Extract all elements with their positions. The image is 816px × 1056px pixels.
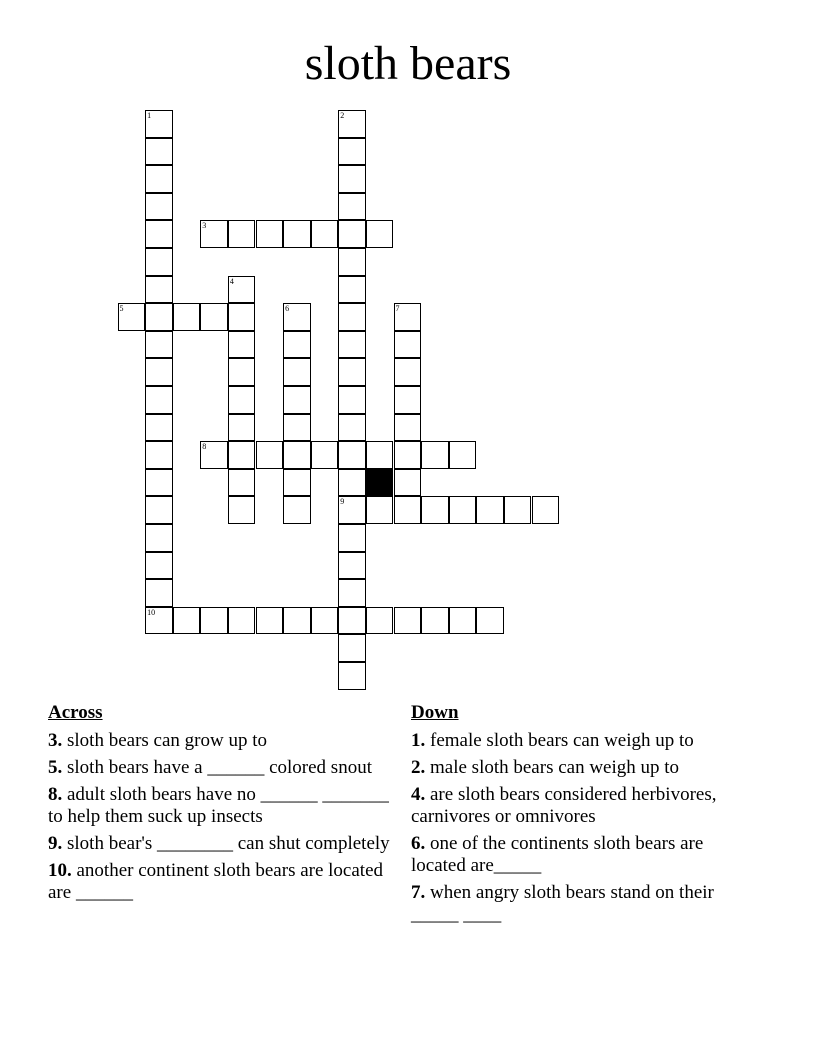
grid-cell[interactable] (366, 441, 394, 469)
grid-cell[interactable] (228, 469, 256, 497)
grid-cell[interactable] (145, 276, 173, 304)
grid-cell[interactable] (532, 496, 560, 524)
grid-cell[interactable] (283, 303, 311, 331)
grid-cell[interactable] (394, 331, 422, 359)
grid-cell[interactable] (145, 414, 173, 442)
grid-cell[interactable] (145, 579, 173, 607)
grid-cell[interactable] (228, 303, 256, 331)
grid-cell[interactable] (256, 607, 284, 635)
grid-cell[interactable] (394, 414, 422, 442)
black-cell (366, 469, 394, 497)
clue-number: 10 (147, 607, 156, 617)
grid-cell[interactable] (338, 331, 366, 359)
down-clue-4: 4. are sloth bears considered herbivores, carnivores or omnivores (411, 784, 717, 827)
grid-cell[interactable] (338, 414, 366, 442)
grid-cell[interactable] (338, 248, 366, 276)
grid-cell[interactable] (283, 469, 311, 497)
down-clue-6: 6. one of the continents sloth bears are located are_____ (411, 833, 704, 876)
grid-cell[interactable] (421, 607, 449, 635)
down-heading: Down (411, 702, 459, 723)
grid-cell[interactable] (145, 496, 173, 524)
down-clue-1: 1. female sloth bears can weigh up to (411, 730, 694, 751)
grid-cell[interactable] (338, 662, 366, 690)
grid-cell[interactable] (228, 358, 256, 386)
grid-cell[interactable] (338, 303, 366, 331)
grid-cell[interactable] (449, 441, 477, 469)
grid-cell[interactable] (394, 386, 422, 414)
grid-cell[interactable] (338, 441, 366, 469)
grid-cell[interactable] (338, 552, 366, 580)
grid-cell[interactable] (311, 441, 339, 469)
grid-cell[interactable] (394, 469, 422, 497)
grid-cell[interactable] (145, 220, 173, 248)
grid-cell[interactable] (366, 220, 394, 248)
grid-cell[interactable] (173, 607, 201, 635)
grid-cell[interactable] (421, 441, 449, 469)
grid-cell[interactable] (228, 220, 256, 248)
grid-cell[interactable] (145, 248, 173, 276)
grid-cell[interactable] (338, 110, 366, 138)
across-clues (48, 702, 393, 909)
grid-cell[interactable] (338, 193, 366, 221)
grid-cell[interactable] (338, 386, 366, 414)
clue-number: 8 (202, 442, 207, 452)
clue-number: 7 (395, 304, 400, 314)
grid-cell[interactable] (145, 607, 173, 635)
grid-cell[interactable] (145, 165, 173, 193)
grid-cell[interactable] (338, 607, 366, 635)
grid-cell[interactable] (283, 607, 311, 635)
grid-cell[interactable] (145, 386, 173, 414)
grid-cell[interactable] (338, 579, 366, 607)
across-clue-9: 9. sloth bear's ________ can shut completely (48, 833, 390, 854)
grid-cell[interactable] (228, 441, 256, 469)
grid-cell[interactable] (145, 441, 173, 469)
grid-cell[interactable] (283, 220, 311, 248)
clue-number: 9 (340, 497, 345, 507)
grid-cell[interactable] (145, 524, 173, 552)
grid-cell[interactable] (228, 607, 256, 635)
grid-cell[interactable] (338, 496, 366, 524)
grid-cell[interactable] (145, 193, 173, 221)
grid-cell[interactable] (394, 607, 422, 635)
grid-cell[interactable] (145, 469, 173, 497)
grid-cell[interactable] (311, 220, 339, 248)
grid-cell[interactable] (145, 552, 173, 580)
across-clue-3: 3. sloth bears can grow up to (48, 730, 267, 751)
clue-number: 3 (202, 221, 207, 231)
grid-cell[interactable] (394, 441, 422, 469)
grid-cell[interactable] (228, 331, 256, 359)
across-heading: Across (48, 702, 103, 723)
grid-cell[interactable] (476, 607, 504, 635)
grid-cell[interactable] (283, 496, 311, 524)
grid-cell[interactable] (228, 386, 256, 414)
down-clue-7: 7. when angry sloth bears stand on their _____ ____ (411, 882, 714, 925)
across-clue-5: 5. sloth bears have a ______ colored snout (48, 757, 372, 778)
grid-cell[interactable] (338, 276, 366, 304)
grid-cell[interactable] (366, 496, 394, 524)
grid-cell[interactable] (283, 386, 311, 414)
clue-number: 1 (147, 111, 152, 120)
grid-cell[interactable] (311, 607, 339, 635)
grid-cell[interactable] (118, 303, 146, 331)
grid-cell[interactable] (338, 220, 366, 248)
grid-cell[interactable] (421, 496, 449, 524)
grid-cell[interactable] (145, 110, 173, 138)
grid-cell[interactable] (256, 220, 284, 248)
grid-cell[interactable] (256, 441, 284, 469)
grid-cell[interactable] (200, 441, 228, 469)
grid-cell[interactable] (394, 358, 422, 386)
grid-cell[interactable] (338, 469, 366, 497)
clue-number: 6 (285, 304, 290, 314)
grid-cell[interactable] (338, 138, 366, 166)
clue-number: 5 (119, 304, 124, 314)
grid-cell[interactable] (283, 441, 311, 469)
clue-number: 2 (340, 111, 345, 120)
grid-cell[interactable] (228, 496, 256, 524)
grid-cell[interactable] (338, 634, 366, 662)
grid-cell[interactable] (228, 414, 256, 442)
grid-cell[interactable] (145, 331, 173, 359)
grid-cell[interactable] (283, 331, 311, 359)
grid-cell[interactable] (145, 138, 173, 166)
grid-cell[interactable] (338, 165, 366, 193)
grid-cell[interactable] (366, 607, 394, 635)
grid-cell[interactable] (228, 276, 256, 304)
grid-cell[interactable] (394, 496, 422, 524)
grid-cell[interactable] (145, 358, 173, 386)
grid-cell[interactable] (394, 303, 422, 331)
grid-cell[interactable] (145, 303, 173, 331)
grid-cell[interactable] (283, 414, 311, 442)
down-clue-2: 2. male sloth bears can weigh up to (411, 757, 680, 778)
grid-cell[interactable] (200, 220, 228, 248)
grid-cell[interactable] (200, 607, 228, 635)
grid-cell[interactable] (200, 303, 228, 331)
grid-cell[interactable] (476, 496, 504, 524)
grid-cell[interactable] (504, 496, 532, 524)
across-clue-8: 8. adult sloth bears have no ______ _______ to help them suck up insects (48, 784, 389, 827)
grid-cell[interactable] (338, 524, 366, 552)
across-clue-10: 10. another continent sloth bears are located are ______ (48, 860, 384, 903)
grid-cell[interactable] (338, 358, 366, 386)
grid-cell[interactable] (173, 303, 201, 331)
down-clues (411, 702, 751, 931)
grid-cell[interactable] (283, 358, 311, 386)
clue-number: 4 (229, 276, 234, 286)
grid-cell[interactable] (449, 607, 477, 635)
grid-cell[interactable] (449, 496, 477, 524)
page-title: sloth bears (304, 37, 512, 90)
